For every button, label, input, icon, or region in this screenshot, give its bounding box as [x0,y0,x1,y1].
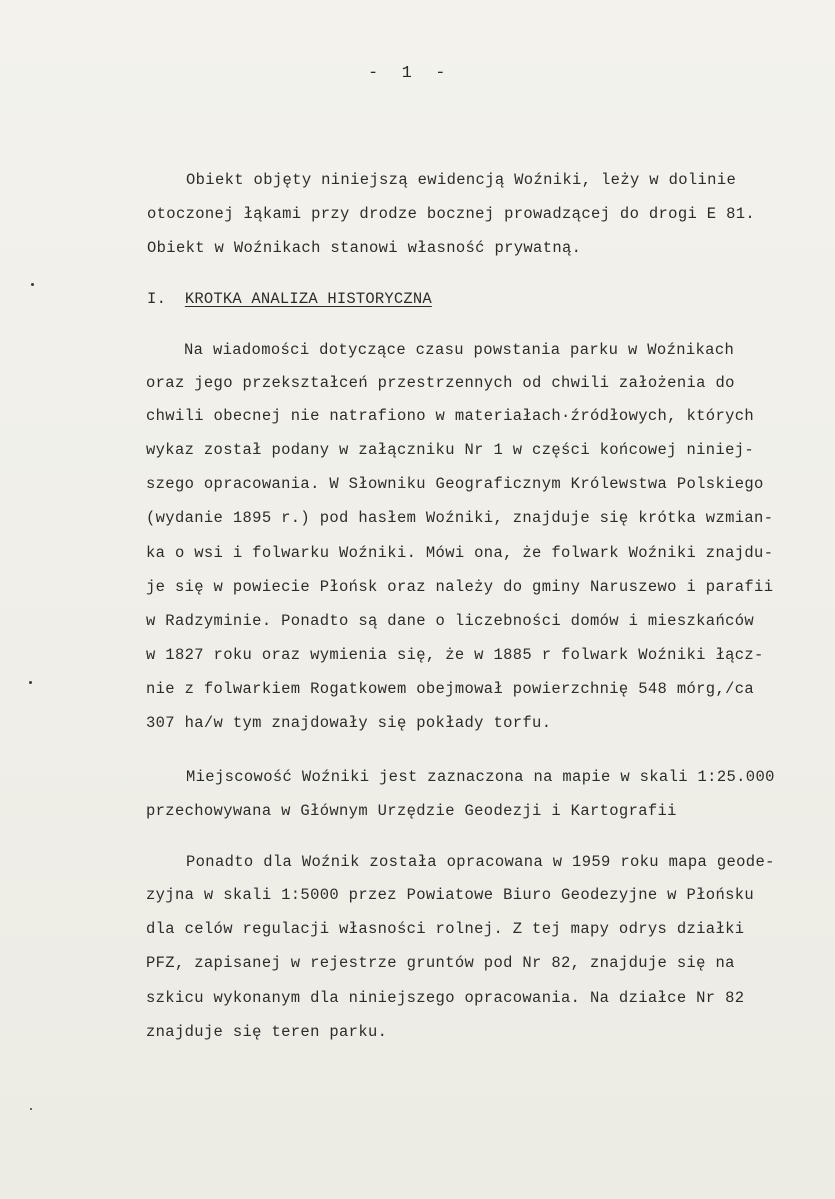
paragraph1-line: wykaz został podany w załączniku Nr 1 w części końcowej niniej- [146,441,755,459]
paragraph1-line: ka o wsi i folwarku Woźniki. Mówi ona, że folwark Woźniki znajdu- [146,544,774,562]
section-number: I. [147,290,167,308]
section-heading [147,290,432,308]
intro-line: Obiekt w Woźnikach stanowi własność prywatną. [147,239,582,257]
page-number: - 1 - [368,64,447,83]
scan-speck [30,1108,32,1110]
scan-speck [31,283,34,286]
paragraph1-line: szego opracowania. W Słowniku Geograficznym Królewstwa Polskiego [146,475,764,493]
paragraph3-line: zyjna w skali 1:5000 przez Powiatowe Biuro Geodezyjne w Płońsku [146,886,755,904]
intro-line: otoczonej łąkami przy drodze bocznej prowadzącej do drogi E 81. [147,205,756,223]
paragraph3-line: Ponadto dla Woźnik została opracowana w 1959 roku mapa geode- [186,853,775,871]
paragraph1-line: nie z folwarkiem Rogatkowem obejmował powierzchnię 548 mórg,/ca [146,680,755,698]
paragraph3-line: znajduje się teren parku. [146,1023,388,1041]
paragraph1-line: w Radzyminie. Ponadto są dane o liczebności domów i mieszkańców [146,612,755,630]
paragraph2-line: przechowywana w Głównym Urzędzie Geodezji i Kartografii [146,802,677,820]
section-title: KROTKA ANALIZA HISTORYCZNA [184,290,432,308]
paragraph3-line: PFZ, zapisanej w rejestrze gruntów pod Nr 82, znajduje się na [146,954,735,972]
scan-speck [29,681,32,684]
paragraph1-line: 307 ha/w tym znajdowały się pokłady torfu. [146,714,552,732]
paragraph1-line: je się w powiecie Płońsk oraz należy do gminy Naruszewo i parafii [146,578,774,596]
paragraph3-line: szkicu wykonanym dla niniejszego opracowania. Na działce Nr 82 [146,989,745,1007]
paragraph3-line: dla celów regulacji własności rolnej. Z tej mapy odrys działki [146,920,745,938]
intro-line: Obiekt objęty niniejszą ewidencją Woźniki, leży w dolinie [186,171,737,189]
paragraph1-line: w 1827 roku oraz wymienia się, że w 1885 r folwark Woźniki łącz- [146,646,764,664]
paragraph1-line: Na wiadomości dotyczące czasu powstania parku w Woźnikach [184,341,735,359]
paragraph1-line: chwili obecnej nie natrafiono w materiałach·źródłowych, których [146,407,755,425]
paragraph1-line: (wydanie 1895 r.) pod hasłem Woźniki, znajduje się krótka wzmian- [146,509,774,527]
paragraph2-line: Miejscowość Woźniki jest zaznaczona na mapie w skali 1:25.000 [186,768,775,786]
paragraph1-line: oraz jego przekształceń przestrzennych od chwili założenia do [146,374,735,392]
